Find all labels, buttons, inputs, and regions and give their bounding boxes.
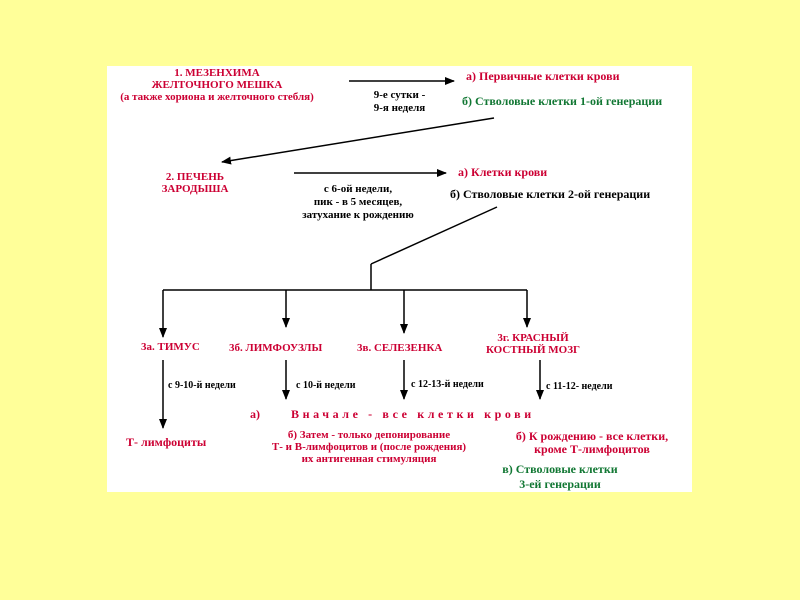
thymus-period: с 9-10-й недели <box>168 380 236 391</box>
marrow-period: с 11-12- недели <box>546 381 613 392</box>
stage1-period <box>352 89 447 115</box>
organ-red-marrow <box>478 332 588 356</box>
organ-spleen: 3в. СЕЛЕЗЕНКА <box>357 342 443 354</box>
stage2-result-a: а) Клетки крови <box>458 165 548 179</box>
stage1-title <box>112 67 322 103</box>
lymph-period: с 10-й недели <box>296 380 356 391</box>
marrow-result-c-line2: 3-ей генерации <box>519 477 601 491</box>
lymph-result-line1: б) Затем - только депонирование <box>287 429 451 441</box>
stage2-result-b: б) Стволовые клетки 2-ой генерации <box>450 187 651 201</box>
organ-lymph-nodes: 3б. ЛИМФОУЗЛЫ <box>229 342 323 354</box>
marrow-result-b-line1: б) К рождению - все клетки, <box>515 429 669 443</box>
spleen-period: с 12-13-й недели <box>411 379 484 390</box>
lymph-result-line2: Т- и В-лимфоцитов и (после рождения) <box>271 441 467 453</box>
marrow-result-b <box>502 430 682 456</box>
shared-result-a-text: Вначале - все клетки крови <box>291 407 535 421</box>
stage1-result-a: а) Первичные клетки крови <box>466 69 620 83</box>
stage1-title-line1: 1. МЕЗЕНХИМА <box>174 67 260 79</box>
marrow-result-b-line2: кроме Т-лимфоцитов <box>534 442 650 456</box>
marrow-result-c <box>500 462 620 492</box>
organ-red-marrow-line2: КОСТНЫЙ МОЗГ <box>485 344 581 356</box>
stage1-result-b: б) Стволовые клетки 1-ой генерации <box>462 94 663 108</box>
shared-result-a-label: а) <box>250 407 260 421</box>
stage2-title-line2: ЗАРОДЫША <box>161 183 229 195</box>
lymph-spleen-result <box>244 429 494 465</box>
stage2-period-line1: с 6-ой недели, <box>323 183 393 195</box>
marrow-result-c-line1: в) Стволовые клетки <box>502 462 618 476</box>
stage2-title-line1: 2. ПЕЧЕНЬ <box>165 171 225 183</box>
organ-red-marrow-line1: 3г. КРАСНЫЙ <box>497 332 569 344</box>
stage2-period-line2: пик - в 5 месяцев, <box>313 196 403 208</box>
arrow-to-liver <box>222 118 494 162</box>
lymph-result-line3: их антигенная стимуляция <box>301 453 437 465</box>
stage1-title-line3: (а также хориона и желточного стебля) <box>120 91 314 103</box>
stage2-title <box>150 171 240 195</box>
stage1-title-line2: ЖЕЛТОЧНОГО МЕШКА <box>151 79 283 91</box>
stage2-period-line3: затухание к рождению <box>302 209 414 221</box>
stage2-period <box>288 183 428 222</box>
organ-thymus: 3а. ТИМУС <box>141 341 200 353</box>
thymus-result: Т- лимфоциты <box>126 435 207 449</box>
stage1-period-line2: 9-я неделя <box>373 102 426 114</box>
stage1-period-line1: 9-е сутки - <box>373 89 426 101</box>
